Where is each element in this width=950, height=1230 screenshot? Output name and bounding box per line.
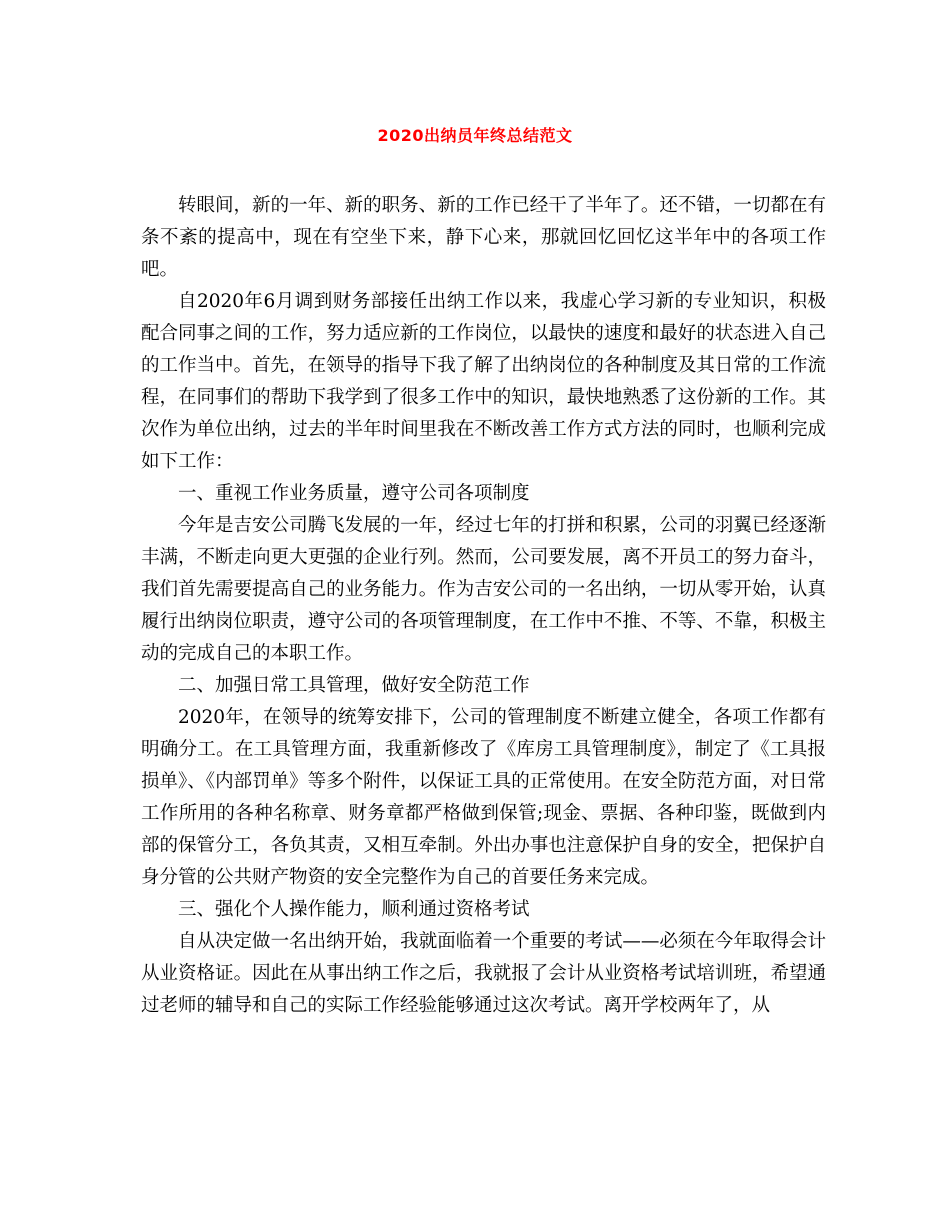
paragraph-section-2: 2020年，在领导的统筹安排下，公司的管理制度不断建立健全，各项工作都有明确分工。在工具管理方面，我重新修改了《库房工具管理制度》，制定了《工具报损单》、《内部罚单》等多个附件，以保证工具的正常使用。在安全防范方面，对日常工作所用的各种名称章、财务章都严格做到保管;现金、票据、各种印鉴，既做到内部的保管分工，各负其责，又相互牵制。外出办事也注意保护自身的安全，把保护自身分管的公共财产物资的安全完整作为自己的首要任务来完成。: [141, 707, 826, 888]
section-heading-3: 三、强化个人操作能力，顺利通过资格考试: [178, 899, 530, 920]
paragraph-section-3: 自从决定做一名出纳开始，我就面临着一个重要的考试——必须在今年取得会计从业资格证。因此在从事出纳工作之后，我就报了会计从业资格考试培训班，希望通过老师的辅导和自己的实际工作经验能够通过这次考试。离开学校两年了，从: [141, 931, 826, 1016]
paragraph-section-1: 今年是吉安公司腾飞发展的一年，经过七年的打拼和积累，公司的羽翼已经逐渐丰满，不断走向更大更强的企业行列。然而，公司要发展，离不开员工的努力奋斗，我们首先需要提高自己的业务能力。作为吉安公司的一名出纳，一切从零开始，认真履行出纳岗位职责，遵守公司的各项管理制度，在工作中不推、不等、不靠，积极主动的完成自己的本职工作。: [141, 515, 826, 664]
paragraph-intro: 转眼间，新的一年、新的职务、新的工作已经干了半年了。还不错，一切都在有条不紊的提高中，现在有空坐下来，静下心来，那就回忆回忆这半年中的各项工作吧。: [141, 195, 826, 280]
paragraph-work-overview: 自2020年6月调到财务部接任出纳工作以来，我虚心学习新的专业知识，积极配合同事之间的工作，努力适应新的工作岗位，以最快的速度和最好的状态进入自己的工作当中。首先，在领导的指导下我了解了出纳岗位的各种制度及其日常的工作流程，在同事们的帮助下我学到了很多工作中的知识，最快地熟悉了这份新的工作。其次作为单位出纳，过去的半年时间里我在不断改善工作方式方法的同时，也顺利完成如下工作：: [141, 291, 826, 472]
section-heading-2: 二、加强日常工具管理，做好安全防范工作: [178, 675, 530, 696]
document-title: 2020出纳员年终总结范文: [377, 126, 573, 145]
section-heading-1: 一、重视工作业务质量，遵守公司各项制度: [178, 483, 530, 504]
document-body: [141, 190, 826, 1022]
